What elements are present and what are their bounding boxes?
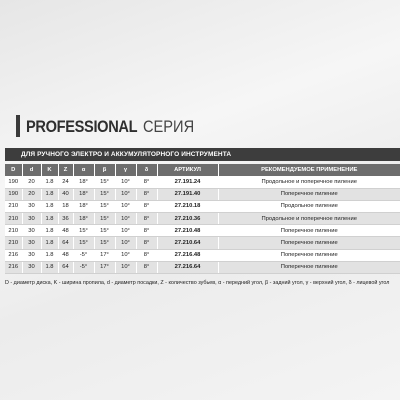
cell-d: 30 [22, 200, 41, 212]
cell-alpha: 18° [73, 200, 94, 212]
cell-d: 30 [22, 225, 41, 237]
cell-Z: 64 [58, 237, 73, 249]
col-header-article: АРТИКУЛ [157, 164, 218, 176]
cell-d: 30 [22, 213, 41, 225]
cell-article: 27.216.48 [157, 249, 218, 261]
cell-delta: 8° [136, 213, 157, 225]
cell-d: 30 [22, 249, 41, 261]
cell-delta: 8° [136, 200, 157, 212]
cell-D: 210 [5, 237, 22, 249]
table-row [5, 225, 400, 237]
cell-delta: 8° [136, 237, 157, 249]
cell-D: 210 [5, 225, 22, 237]
cell-D: 216 [5, 261, 22, 273]
cell-application: Продольное и поперечное пиление [218, 176, 400, 188]
cell-beta: 15° [94, 176, 115, 188]
cell-alpha: 15° [73, 225, 94, 237]
cell-application: Поперечное пиление [218, 237, 400, 249]
cell-alpha: -5° [73, 249, 94, 261]
cell-delta: 8° [136, 188, 157, 200]
series-title: PROFESSIONAL [26, 117, 138, 136]
col-header-alpha: α [73, 164, 94, 176]
cell-application: Продольное и поперечное пиление [218, 213, 400, 225]
cell-alpha: 18° [73, 188, 94, 200]
col-header-application: РЕКОМЕНДУЕМОЕ ПРИМЕНЕНИЕ [218, 164, 400, 176]
table-row [5, 200, 400, 212]
cell-article: 27.210.18 [157, 200, 218, 212]
cell-K: 1.8 [41, 188, 58, 200]
category-band: ДЛЯ РУЧНОГО ЭЛЕКТРО И АККУМУЛЯТОРНОГО ИНСТРУМЕНТА [5, 148, 400, 161]
title-accent-bar [16, 115, 20, 137]
cell-gamma: 10° [115, 249, 136, 261]
cell-beta: 15° [94, 237, 115, 249]
cell-K: 1.8 [41, 176, 58, 188]
cell-gamma: 10° [115, 213, 136, 225]
cell-gamma: 10° [115, 188, 136, 200]
table-row [5, 249, 400, 261]
cell-application: Продольное пиление [218, 200, 400, 212]
cell-D: 190 [5, 188, 22, 200]
cell-D: 210 [5, 200, 22, 212]
table-row [5, 261, 400, 273]
cell-article: 27.216.64 [157, 261, 218, 273]
cell-application: Поперечное пиление [218, 261, 400, 273]
cell-K: 1.8 [41, 261, 58, 273]
col-header-K: K [41, 164, 58, 176]
cell-alpha: 18° [73, 213, 94, 225]
col-header-d: d [22, 164, 41, 176]
cell-d: 30 [22, 261, 41, 273]
col-header-beta: β [94, 164, 115, 176]
table-row [5, 237, 400, 249]
cell-d: 30 [22, 237, 41, 249]
cell-Z: 36 [58, 213, 73, 225]
title-row [16, 113, 203, 137]
cell-D: 190 [5, 176, 22, 188]
cell-K: 1.8 [41, 213, 58, 225]
cell-D: 210 [5, 213, 22, 225]
cell-article: 27.210.36 [157, 213, 218, 225]
spec-table [5, 164, 400, 274]
cell-delta: 8° [136, 176, 157, 188]
cell-beta: 15° [94, 200, 115, 212]
cell-article: 27.210.64 [157, 237, 218, 249]
cell-application: Поперечное пиление [218, 225, 400, 237]
cell-gamma: 10° [115, 176, 136, 188]
legend-text: D - диаметр диска, K - ширина пропила, d - диаметр посадки, Z - количество зубьев, α - передний угол, β - задний угол, γ - верхний угол, δ - лицевой угол [5, 280, 390, 286]
cell-beta: 15° [94, 213, 115, 225]
cell-beta: 17° [94, 261, 115, 273]
cell-alpha: -5° [73, 261, 94, 273]
col-header-Z: Z [58, 164, 73, 176]
cell-beta: 15° [94, 188, 115, 200]
cell-D: 216 [5, 249, 22, 261]
cell-Z: 18 [58, 200, 73, 212]
cell-delta: 8° [136, 261, 157, 273]
cell-K: 1.8 [41, 237, 58, 249]
cell-d: 20 [22, 176, 41, 188]
cell-gamma: 10° [115, 237, 136, 249]
cell-article: 27.191.40 [157, 188, 218, 200]
cell-gamma: 10° [115, 261, 136, 273]
cell-K: 1.8 [41, 200, 58, 212]
cell-Z: 24 [58, 176, 73, 188]
table-row [5, 213, 400, 225]
cell-delta: 8° [136, 225, 157, 237]
cell-application: Поперечное пиление [218, 249, 400, 261]
cell-d: 20 [22, 188, 41, 200]
cell-K: 1.8 [41, 225, 58, 237]
cell-Z: 48 [58, 249, 73, 261]
col-header-gamma: γ [115, 164, 136, 176]
table-row [5, 188, 400, 200]
cell-gamma: 10° [115, 200, 136, 212]
cell-delta: 8° [136, 249, 157, 261]
table-row [5, 176, 400, 188]
series-subtitle: СЕРИЯ [143, 117, 195, 136]
cell-gamma: 10° [115, 225, 136, 237]
col-header-D: D [5, 164, 22, 176]
cell-Z: 48 [58, 225, 73, 237]
cell-K: 1.8 [41, 249, 58, 261]
cell-application: Поперечное пиление [218, 188, 400, 200]
cell-article: 27.210.48 [157, 225, 218, 237]
cell-beta: 17° [94, 249, 115, 261]
cell-alpha: 15° [73, 237, 94, 249]
cell-Z: 40 [58, 188, 73, 200]
cell-article: 27.191.24 [157, 176, 218, 188]
cell-Z: 64 [58, 261, 73, 273]
cell-alpha: 18° [73, 176, 94, 188]
cell-beta: 15° [94, 225, 115, 237]
table-header-row [5, 164, 400, 176]
col-header-delta: δ [136, 164, 157, 176]
